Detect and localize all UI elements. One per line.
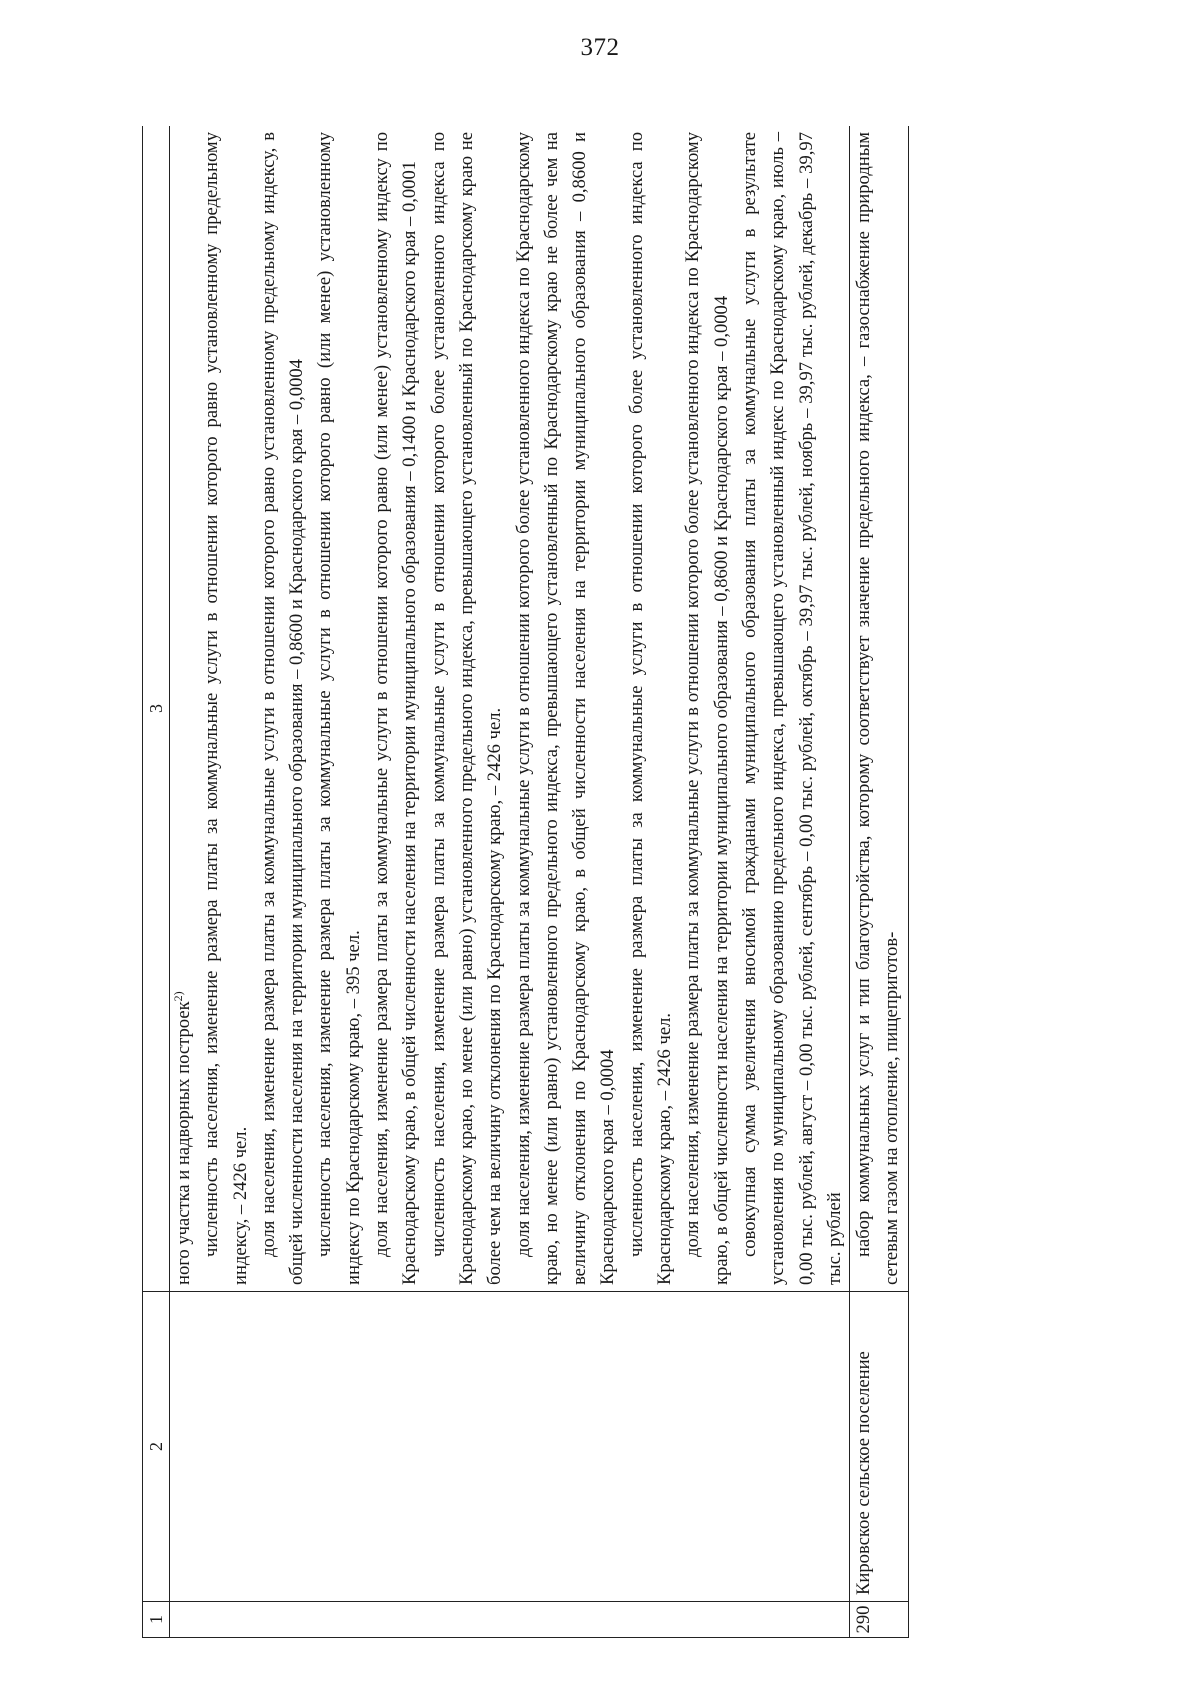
- footnote-marker: 2): [170, 991, 185, 1002]
- text-paragraph: [198, 132, 255, 1285]
- paragraph-text: численность населения, изменение размера платы за коммунальные услуги в отношении которого равно (или менее) установленному индексу по Краснодарскому краю, – 395 чел.: [314, 132, 364, 1285]
- header-col-1: 1: [143, 1602, 170, 1638]
- row-number-cell: [170, 1602, 850, 1638]
- header-col-3: 3: [143, 126, 170, 1292]
- paragraph-text: численность населения, изменение размера платы за коммунальные услуги в отношении которого равно установленному предельному индексу, – 2426 чел.: [201, 132, 251, 1285]
- paragraph-text: совокупная сумма увеличения вносимой гражданами муниципального образования платы за коммунальные услуги в результате установления по муниципальному образованию предельного индекса, превышающего установленный индекс по Краснодарскому краю, июль – 0,00 тыс. рублей, август – 0,00 тыс. рублей, сентябрь – 0,00 тыс. рублей, октябрь – 39,97 тыс. рублей, ноябрь – 39,97 тыс. рублей, декабрь – 39,97 тыс. рублей: [738, 132, 845, 1285]
- rotated-table-canvas: [142, 126, 1070, 1638]
- text-paragraph: [170, 132, 198, 1285]
- text-paragraph: [623, 132, 680, 1285]
- data-table: [142, 126, 909, 1638]
- text-paragraph: [425, 132, 510, 1285]
- text-paragraph: [255, 132, 312, 1285]
- paragraph-text: ного участка и надворных построек: [173, 1001, 194, 1285]
- paragraph-text: доля населения, изменение размера платы за коммунальные услуги в отношении которого более установленного индекса по Краснодарскому краю, но менее (или равно) установленного предельного индекса, превышающего установленный по Краснодарскому краю не более чем на величину отклонения по Краснодарскому краю, в общей численности населения на территории муниципального образования – 0,8600 и Краснодарского края – 0,0004: [512, 132, 619, 1285]
- page-number: 372: [580, 34, 620, 61]
- rotated-table-frame: [142, 126, 1070, 1638]
- text-paragraph: [679, 132, 736, 1285]
- territory-name-cell: [170, 1292, 850, 1602]
- text-paragraph: [850, 132, 907, 1285]
- text-paragraph: [510, 132, 623, 1285]
- paragraph-text: численность населения, изменение размера платы за коммунальные услуги в отношении которого более установленного индекса по Краснодарскому краю, но менее (или равно) установленного предельного индекса, превышающего установленный по Краснодарскому краю не более чем на величину отклонения по Краснодарскому краю, – 2426 чел.: [427, 132, 506, 1285]
- indicator-cell: [850, 126, 909, 1292]
- row-number-cell: 290: [850, 1602, 909, 1638]
- table-row-290: [850, 126, 909, 1638]
- text-paragraph: [736, 132, 849, 1285]
- paragraph-text: набор коммунальных услуг и тип благоустройства, которому соответствует значение предельного индекса, – газоснабжение природным сетевым газом на отопление, пищеприготов-: [853, 132, 903, 1285]
- table-row-continuation: [170, 126, 850, 1638]
- territory-name: Кировское сельское поселение: [853, 1351, 875, 1595]
- header-col-2: 2: [143, 1292, 170, 1602]
- paragraph-text: доля населения, изменение размера платы за коммунальные услуги в отношении которого равно установленному предельному индексу, в общей численности населения на территории муниципального образования – 0,8600 и Краснодарского края – 0,0004: [257, 132, 308, 1285]
- indicator-cell: [170, 126, 850, 1292]
- paragraph-text: доля населения, изменение размера платы за коммунальные услуги в отношении которого более установленного индекса по Краснодарскому краю, в общей численности населения на территории муниципального образования – 0,8600 и Краснодарского края – 0,0004: [682, 132, 732, 1285]
- territory-name-cell: [850, 1292, 909, 1602]
- paragraph-text: численность населения, изменение размера платы за коммунальные услуги в отношении которого более установленного индекса по Краснодарскому краю, – 2426 чел.: [625, 132, 676, 1285]
- header-row: [143, 126, 170, 1638]
- text-paragraph: [311, 132, 368, 1285]
- paragraph-text: доля населения, изменение размера платы за коммунальные услуги в отношении которого равно (или менее) установленному индексу по Краснодарскому краю, в общей численности населения на территории муниципального образования – 0,1400 и Краснодарского края – 0,0001: [371, 132, 421, 1285]
- text-paragraph: [368, 132, 425, 1285]
